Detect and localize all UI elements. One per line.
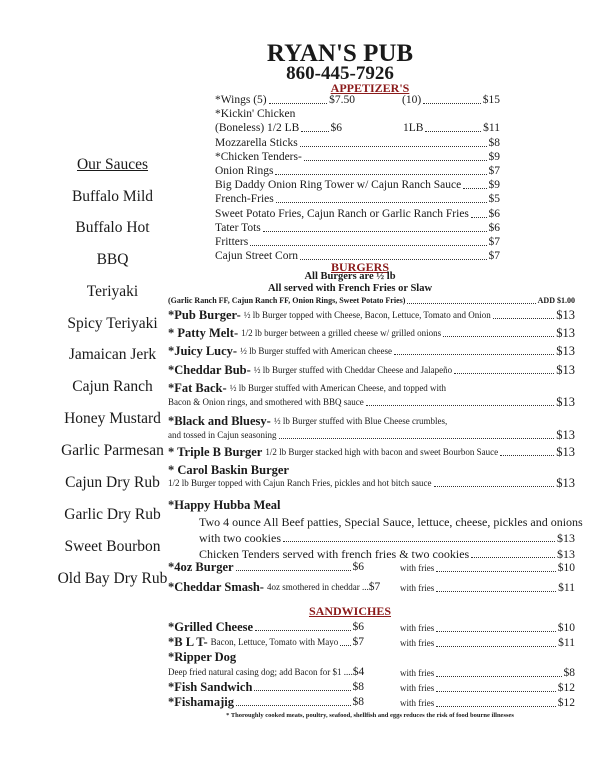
- appetizers-heading: APPETIZER'S: [330, 81, 410, 95]
- dot-leader: [425, 131, 481, 132]
- sauce-item: Buffalo Mild: [71, 188, 154, 205]
- menu-item: [168, 464, 289, 477]
- menu-item: [168, 477, 575, 490]
- addon-price: ADD $1.00: [537, 296, 575, 305]
- sauce-item: Buffalo Hot: [75, 219, 150, 236]
- dot-leader: [436, 591, 556, 592]
- sauce-item: Garlic Dry Rub: [64, 506, 161, 523]
- item-name: Tater Tots: [215, 222, 261, 234]
- menu-item: [215, 208, 500, 221]
- item-name: Onion Rings: [215, 165, 274, 177]
- item-desc: with two cookies: [199, 531, 281, 545]
- fries-label: with fries: [400, 638, 435, 648]
- dot-leader: [434, 486, 555, 487]
- food-safety-note: * Thoroughly cooked meats, poultry, seafood, shellfish and eggs reduces the risk of food bourne illnesses: [226, 712, 514, 719]
- menu-item: [215, 151, 500, 164]
- item-desc: 1/2 lb Burger stacked high with bacon and sweet Bourbon Sauce: [265, 447, 499, 457]
- item-price: $10: [557, 562, 575, 574]
- item-price: $13: [556, 476, 575, 490]
- sauce-item: Old Bay Dry Rub: [57, 570, 168, 587]
- dot-leader: [436, 691, 556, 692]
- dot-leader: [250, 245, 486, 246]
- sauce-item: Jamaican Jerk: [68, 346, 157, 363]
- dot-leader: [276, 202, 487, 203]
- menu-item: [168, 327, 575, 340]
- item-name: *Cheddar Smash-: [168, 580, 264, 594]
- dot-leader: [279, 438, 555, 439]
- item-price: $7: [368, 581, 381, 593]
- item-price: $6: [352, 621, 364, 633]
- sauce-item: Spicy Teriyaki: [67, 315, 158, 332]
- menu-item: [215, 193, 500, 206]
- item-price: $4: [352, 666, 365, 678]
- item-price: $13: [556, 445, 575, 459]
- item-price: $8: [352, 681, 364, 693]
- item-name: * Triple B Burger: [168, 445, 263, 459]
- dot-leader: [263, 231, 487, 232]
- item-price: $13: [556, 326, 575, 340]
- dot-leader: [340, 645, 350, 646]
- item-price: $8: [563, 667, 575, 679]
- menu-item: [168, 636, 364, 649]
- burger-addon: [168, 294, 575, 307]
- menu-item: [168, 345, 575, 358]
- menu-item-fries: [400, 582, 575, 595]
- menu-item: [168, 666, 364, 679]
- dot-leader: [436, 571, 556, 572]
- item-desc: ½ lb Burger topped with Cheese, Bacon, Lettuce, Tomato and Onion: [243, 310, 491, 320]
- item-desc: Chicken Tenders served with french fries & two cookies: [199, 547, 470, 561]
- menu-item: [215, 94, 355, 107]
- item-name: * Patty Melt-: [168, 326, 239, 340]
- item-price: $11: [483, 122, 500, 134]
- item-desc: 1/2 lb burger between a grilled cheese w/ grilled onions: [241, 328, 442, 338]
- sauces-heading: Our Sauces: [76, 156, 149, 173]
- item-name: (Boneless) 1/2 LB: [215, 122, 300, 134]
- burgers-subtitle: All Burgers are ½ lb: [304, 271, 396, 282]
- dot-leader: [471, 217, 487, 218]
- menu-item-name: *Happy Hubba Meal: [168, 498, 281, 512]
- dot-leader: [236, 705, 351, 706]
- item-price: $13: [556, 308, 575, 322]
- menu-item: [215, 137, 500, 150]
- dot-leader: [275, 174, 486, 175]
- item-price: $7: [488, 165, 500, 177]
- item-price: $9: [488, 151, 500, 163]
- item-price: $6: [330, 122, 342, 134]
- item-price: $12: [557, 697, 575, 709]
- sauce-item: Cajun Dry Rub: [65, 474, 160, 491]
- item-name: *Ripper Dog: [168, 650, 237, 664]
- menu-item: [168, 446, 575, 459]
- item-price: $7: [488, 250, 500, 262]
- fries-label: with fries: [400, 683, 435, 693]
- item-name: *Wings (5): [215, 94, 267, 106]
- item-price: $8: [352, 696, 364, 708]
- sauce-item: Teriyaki: [86, 283, 139, 300]
- item-name: with fries: [400, 583, 435, 593]
- fries-label: with fries: [400, 668, 435, 678]
- menu-item: [168, 561, 364, 574]
- burgers-heading: BURGERS: [330, 260, 389, 274]
- item-price: $5: [488, 193, 500, 205]
- menu-item: [168, 382, 446, 395]
- dot-leader: [423, 103, 481, 104]
- item-price: $11: [558, 637, 575, 649]
- menu-item: [168, 621, 364, 634]
- dot-leader: [436, 706, 556, 707]
- dot-leader: [394, 354, 554, 355]
- item-name: Cajun Street Corn: [215, 250, 299, 262]
- menu-item: [215, 165, 500, 178]
- dot-leader: [254, 690, 350, 691]
- sauce-item: BBQ: [96, 251, 129, 268]
- item-desc: Bacon, Lettuce, Tomato with Mayo: [210, 637, 339, 647]
- restaurant-title: RYAN'S PUB: [266, 40, 414, 67]
- menu-item: [215, 179, 500, 192]
- menu-item: [400, 622, 575, 635]
- dot-leader: [443, 336, 554, 337]
- dot-leader: [407, 303, 535, 304]
- item-desc: ½ lb Burger stuffed with American cheese: [240, 346, 392, 356]
- item-price: $15: [482, 94, 500, 106]
- dot-leader: [366, 405, 555, 406]
- item-name: Fritters: [215, 236, 249, 248]
- menu-item: [168, 580, 381, 594]
- item-price: $7: [488, 236, 500, 248]
- fries-label: with fries: [400, 623, 435, 633]
- item-price: $6: [488, 222, 500, 234]
- menu-item-fries: [400, 562, 575, 575]
- item-price: $13: [556, 395, 575, 409]
- item-name: *Grilled Cheese: [168, 620, 254, 634]
- menu-item: [400, 637, 575, 650]
- dot-leader: [471, 557, 555, 558]
- item-price: $8: [488, 137, 500, 149]
- item-price: $12: [557, 682, 575, 694]
- item-name: Sweet Potato Fries, Cajun Ranch or Garlic Ranch Fries: [215, 208, 469, 220]
- item-name: Big Daddy Onion Ring Tower w/ Cajun Ranch Sauce: [215, 179, 462, 191]
- dot-leader: [300, 146, 487, 147]
- item-desc: Deep fried natural casing dog; add Bacon for $1 ....: [168, 667, 353, 677]
- menu-item: [168, 696, 364, 709]
- menu-item: [168, 396, 575, 409]
- item-name: (10): [402, 94, 422, 106]
- item-name: *Chicken Tenders-: [215, 151, 302, 163]
- item-name: French-Fries: [215, 193, 274, 205]
- item-price: $9: [488, 179, 500, 191]
- item-name: *4oz Burger: [168, 560, 234, 574]
- menu-item: [215, 108, 295, 121]
- dot-leader: [269, 103, 328, 104]
- menu-item: [400, 667, 575, 680]
- item-name: *Fat Back-: [168, 381, 227, 395]
- item-name: *Black and Bluesy-: [168, 414, 271, 428]
- item-price: $7.50: [329, 94, 355, 106]
- item-desc: ½ lb Burger stuffed with American Cheese, and topped with: [229, 383, 447, 393]
- item-price: $13: [556, 428, 575, 442]
- item-name: *Fishamajig: [168, 695, 234, 709]
- menu-item: [215, 236, 500, 249]
- item-name: with fries: [400, 563, 435, 573]
- addon-text: (Garlic Ranch FF, Cajun Ranch FF, Onion Rings, Sweet Potato Fries): [168, 296, 406, 305]
- item-name: *Pub Burger-: [168, 308, 241, 322]
- dot-leader: [500, 455, 554, 456]
- sandwiches-heading: SANDWICHES: [308, 604, 392, 618]
- dot-leader: [493, 318, 554, 319]
- menu-item: [400, 682, 575, 695]
- menu-item-desc: Two 4 ounce All Beef patties, Special Sauce, lettuce, cheese, pickles and onions: [199, 515, 583, 529]
- dot-leader: [436, 676, 561, 677]
- burgers-subtitle: All served with French Fries or Slaw: [267, 283, 433, 294]
- dot-leader: [454, 373, 554, 374]
- item-price: $13: [556, 363, 575, 377]
- menu-item: [168, 415, 447, 428]
- item-desc: 1/2 lb Burger topped with Cajun Ranch Fries, pickles and hot bitch sauce: [168, 478, 432, 488]
- menu-item: [215, 222, 500, 235]
- menu-item: [168, 309, 575, 322]
- item-name: * Carol Baskin Burger: [168, 463, 289, 477]
- menu-item: [402, 94, 500, 107]
- item-price: $6: [352, 561, 364, 573]
- menu-item: [168, 364, 575, 377]
- menu-item: [168, 651, 236, 664]
- menu-item: [403, 122, 500, 135]
- item-price: $11: [558, 582, 575, 594]
- item-price: $7: [352, 636, 364, 648]
- menu-item: [168, 681, 364, 694]
- item-desc: and tossed in Cajun seasoning: [168, 430, 277, 440]
- menu-item: [168, 429, 575, 442]
- menu-item: [400, 697, 575, 710]
- sauce-item: Sweet Bourbon: [64, 538, 161, 555]
- item-name: *Cheddar Bub-: [168, 363, 251, 377]
- phone-number: 860-445-7926: [286, 63, 394, 84]
- dot-leader: [255, 630, 350, 631]
- item-name: *Fish Sandwich: [168, 680, 253, 694]
- item-name: *Juicy Lucy-: [168, 344, 238, 358]
- dot-leader: [436, 646, 556, 647]
- dot-leader: [283, 541, 555, 542]
- menu-item: [215, 122, 342, 135]
- item-price: $6: [488, 208, 500, 220]
- sauce-item: Cajun Ranch: [72, 378, 153, 395]
- menu-item: [199, 548, 575, 561]
- item-price: $13: [556, 344, 575, 358]
- item-price: $13: [557, 547, 575, 561]
- item-desc: ½ lb Burger stuffed with Cheddar Cheese and Jalapeño: [253, 365, 453, 375]
- item-price: $13: [557, 531, 575, 545]
- menu-item: [199, 532, 575, 545]
- item-name: Mozzarella Sticks: [215, 137, 298, 149]
- sauce-item: Garlic Parmesan: [61, 442, 164, 459]
- item-desc: ½ lb Burger stuffed with Blue Cheese crumbles,: [273, 416, 448, 426]
- item-name: *B L T-: [168, 635, 208, 649]
- dot-leader: [463, 188, 486, 189]
- item-price: $10: [557, 622, 575, 634]
- item-name: *Kickin' Chicken: [215, 108, 296, 120]
- dot-leader: [301, 131, 328, 132]
- fries-label: with fries: [400, 698, 435, 708]
- item-desc: Bacon & Onion rings, and smothered with BBQ sauce: [168, 397, 364, 407]
- item-name: 1LB: [403, 122, 424, 134]
- dot-leader: [436, 631, 556, 632]
- sauce-item: Honey Mustard: [64, 410, 161, 427]
- item-desc: 4oz smothered in cheddar ...: [266, 582, 369, 592]
- dot-leader: [236, 570, 351, 571]
- dot-leader: [304, 160, 487, 161]
